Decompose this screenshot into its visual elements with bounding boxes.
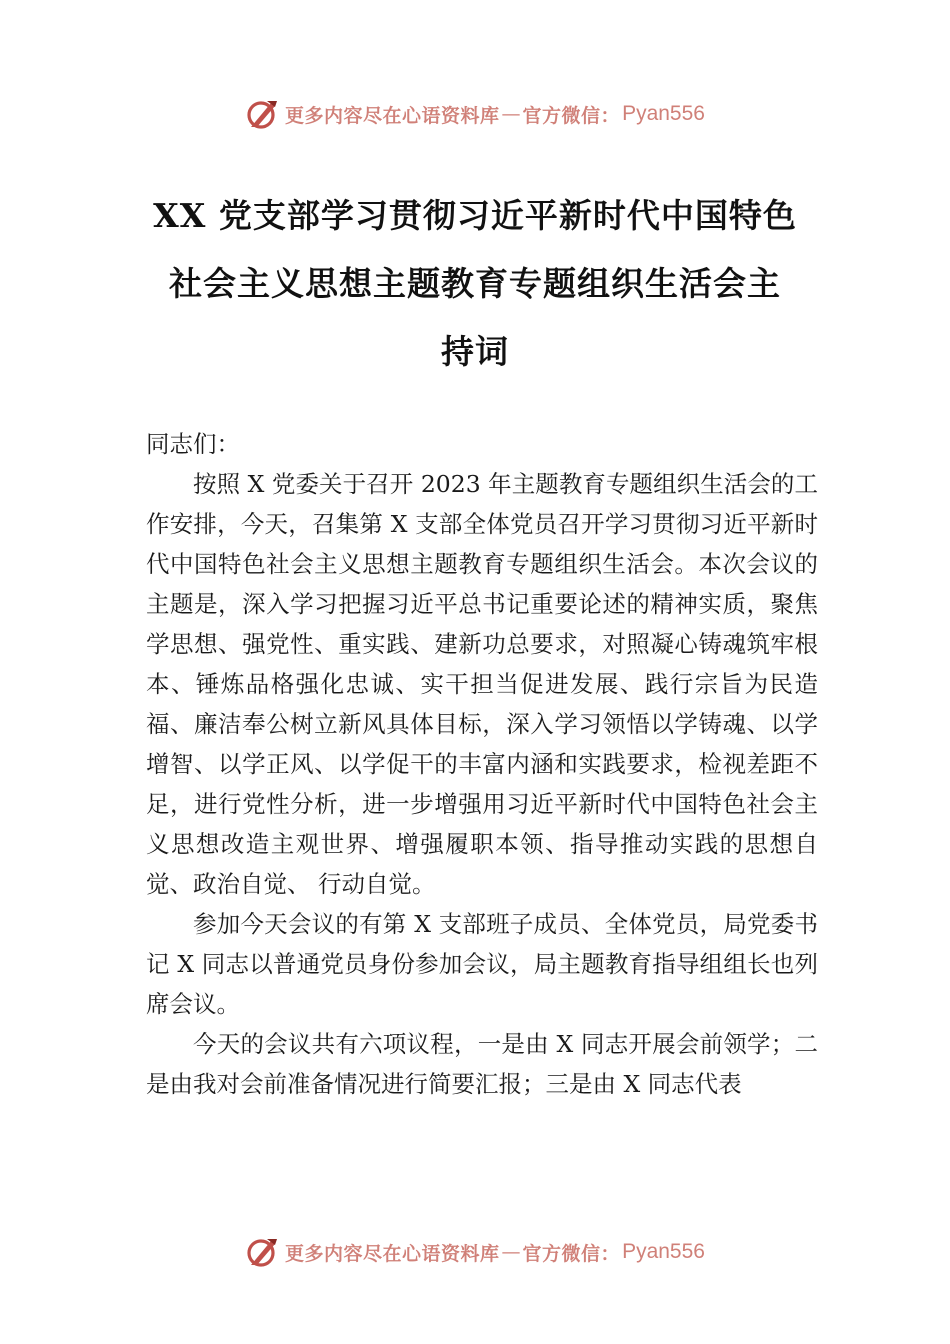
document-body	[146, 424, 818, 1104]
banner-text: 更多内容尽在心语资料库	[285, 1242, 500, 1265]
paragraph-3: 今天的会议共有六项议程，一是由 X 同志开展会前领学；二是由我对会前准备情况进行简要汇报；三是由 X 同志代表	[146, 1030, 818, 1098]
paragraph-2: 参加今天会议的有第 X 支部班子成员、全体党员，局党委书记 X 同志以普通党员身份参加会议，局主题教育指导组组长也列席会议。	[146, 910, 818, 1018]
banner-separator: —	[501, 1241, 521, 1263]
title-line-2: 社会主义思想主题教育专题组织生活会主	[169, 264, 781, 303]
banner-label: 官方微信：	[522, 1242, 621, 1265]
salutation: 同志们：	[146, 430, 240, 458]
pen-logo-icon	[245, 1235, 279, 1269]
banner-handle: Pyan556	[622, 1240, 705, 1263]
banner-separator: —	[501, 103, 521, 125]
banner-handle: Pyan556	[622, 102, 705, 125]
banner-text: 更多内容尽在心语资料库	[285, 104, 500, 127]
document-title	[130, 182, 820, 386]
title-line-3: 持词	[441, 332, 509, 371]
pen-logo-icon	[245, 97, 279, 131]
banner-label: 官方微信：	[522, 104, 621, 127]
footer-banner	[0, 1232, 950, 1272]
title-line-1: XX 党支部学习贯彻习近平新时代中国特色	[153, 196, 797, 235]
paragraph-1: 按照 X 党委关于召开 2023 年主题教育专题组织生活会的工作安排，今天，召集第 X 支部全体党员召开学习贯彻习近平新时代中国特色社会主义思想主题教育专题组织生活会。本次会议的主题是，深入学习把握习近平总书记重要论述的精神实质，聚焦学思想、强党性、重实践、建新功总要求，对照凝心铸魂筑牢根本、锤炼品格强化忠诚、实干担当促进发展、践行宗旨为民造福、廉洁奉公树立新风具体目标，深入学习领悟以学铸魂、以学增智、以学正风、以学促干的丰富内涵和实践要求，检视差距不足，进行党性分析，进一步增强用习近平新时代中国特色社会主义思想改造主观世界、增强履职本领、指导推动实践的思想自觉、政治自觉、 行动自觉。	[146, 470, 818, 898]
header-banner	[0, 94, 950, 134]
